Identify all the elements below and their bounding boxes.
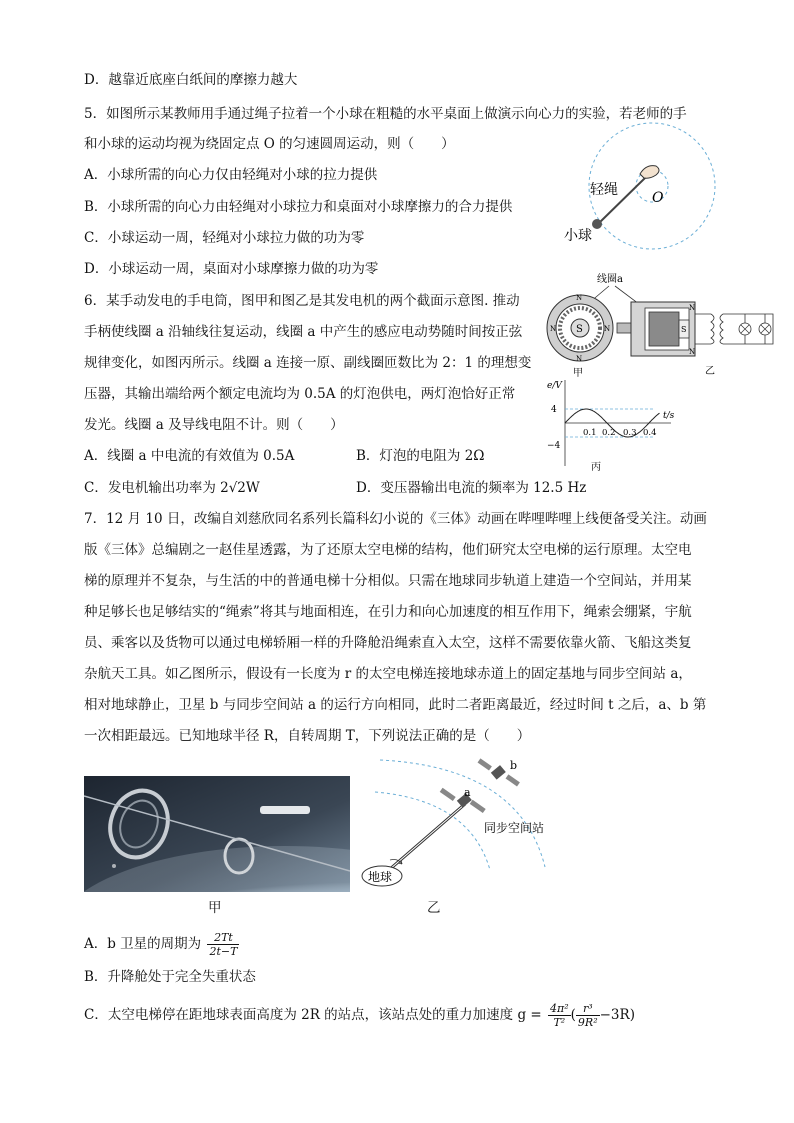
q6-option-c: C．发电机输出功率为 2√2W: [84, 480, 260, 496]
q7-stem-line2: 版《三体》总编剧之一赵佳星透露，为了还原太空电梯的结构，他们研究太空电梯的运行原理。太空电: [84, 542, 692, 558]
jia-n-bottom: N: [576, 355, 583, 363]
q5-option-c: C．小球运动一周，轻绳对小球拉力做的功为零: [84, 230, 365, 246]
ball-label: 小球: [564, 228, 592, 244]
sync-station-label: 同步空间站: [484, 821, 545, 835]
yi-s-pole: S: [681, 325, 687, 334]
y-tick-neg: −4: [547, 441, 561, 451]
y-axis-label: e/V: [547, 381, 562, 391]
q7-fig-jia-label: 甲: [208, 900, 222, 916]
ball-icon: [592, 219, 602, 229]
q6-generator-figure: [545, 268, 785, 378]
q4-option-d: D．越靠近底座白纸间的摩擦力越大: [84, 72, 298, 88]
q5-option-a: A．小球所需的向心力仅由轻绳对小球的拉力提供: [84, 167, 378, 183]
q7-space-elevator-photo: [84, 776, 350, 892]
q7-option-c-text: C．太空电梯停在距地球表面高度为 2R 的站点，该站点处的重力加速度 g =: [84, 1007, 542, 1023]
jia-n-right: N: [604, 325, 611, 333]
q7-option-c-fraction-1: [548, 1002, 571, 1029]
q7-stem-line8: 一次相距最远。已知地球半径 R，自转周期 T，下列说法正确的是（ ）: [84, 728, 531, 744]
q7-option-a: [84, 931, 239, 958]
yi-label: 乙: [705, 366, 715, 377]
yi-n-bottom: N: [689, 348, 696, 356]
q7-fig-yi-label: 乙: [427, 900, 441, 916]
q7-stem-line7: 相对地球静止，卫星 b 与同步空间站 a 的运行方向相同，此时二者距离最近，经过时间 t 之后，a、b 第: [84, 697, 707, 713]
b-orbit-path: [380, 760, 545, 867]
coil-a-label: 线圈a: [597, 274, 623, 285]
q6-emf-graph: [545, 378, 685, 472]
jia-n-top: N: [576, 294, 583, 302]
q5-stem-line1: 5．如图所示某教师用手通过绳子拉着一个小球在粗糙的水平桌面上做演示向心力的实验，若老师的手: [84, 106, 687, 122]
q7-orbit-diagram: [360, 752, 570, 902]
yi-transformer-secondary: [720, 314, 723, 344]
jia-s-pole: S: [576, 324, 583, 335]
q7-option-c-fraction-2: [576, 1002, 600, 1029]
satellite-b-label: b: [510, 759, 518, 772]
q5-option-d: D．小球运动一周，桌面对小球摩擦力做的功为零: [84, 261, 379, 277]
q6-stem-line3: 规律变化，如图丙所示。线圈 a 连接一原、副线圈匝数比为 2：1 的理想变: [84, 355, 532, 371]
q7-option-a-denominator: 2t−T: [209, 945, 238, 958]
q7-stem-line6: 杂航天工具。如乙图所示，假设有一长度为 r 的太空电梯连接地球赤道上的固定基地与同步空间站 a，: [84, 666, 692, 682]
hand-icon: [640, 166, 659, 179]
q7-option-a-fraction: [207, 931, 239, 958]
q5-circular-motion-figure: [560, 120, 730, 270]
yi-n-top: N: [689, 304, 696, 312]
q7-option-c-f1-denominator: T²: [553, 1016, 566, 1029]
q7-option-c-f2-denominator: 9R²: [577, 1016, 598, 1029]
bing-label: 丙: [591, 462, 601, 472]
x-tick-0-4: 0.4: [643, 428, 657, 438]
yi-coil-a: [649, 312, 679, 346]
q6-option-a: A．线圈 a 中电流的有效值为 0.5A: [84, 448, 295, 464]
x-axis-label: t/s: [663, 411, 675, 421]
q7-option-c-f2-numerator: r³: [576, 1002, 600, 1016]
q7-option-a-text: A．b 卫星的周期为: [84, 936, 202, 952]
q7-stem-line1: 7．12 月 10 日，改编自刘慈欣同名系列长篇科幻小说的《三体》动画在哔哩哔哩上线便备受关注。动画: [84, 511, 707, 527]
q6-option-b: B．灯泡的电阻为 2Ω: [356, 448, 485, 464]
q6-option-d: D．变压器输出电流的频率为 12.5 Hz: [356, 480, 587, 496]
yi-transformer-primary: [711, 314, 714, 344]
q7-stem-line4: 种足够长也足够结实的“绳索”将其与地面相连，在引力和向心加速度的相互作用下，绳索会绷紧，宇航: [84, 604, 692, 620]
q6-stem-line4: 压器，其输出端给两个额定电流均为 0.5A 的灯泡供电，两灯泡恰好正常: [84, 386, 516, 402]
q5-stem-line2: 和小球的运动均视为绕固定点 O 的匀速圆周运动，则（ ）: [84, 136, 455, 152]
rope-label: 轻绳: [590, 182, 618, 198]
y-tick-pos: 4: [551, 405, 557, 415]
jia-n-left: N: [550, 325, 557, 333]
center-o-label: O: [652, 190, 664, 206]
q5-option-b: B．小球所需的向心力由轻绳对小球拉力和桌面对小球摩擦力的合力提供: [84, 199, 513, 215]
x-tick-0-1: 0.1: [583, 428, 597, 438]
spaceship: [260, 806, 310, 814]
q7-option-c-paren: (: [570, 1007, 576, 1023]
x-tick-0-3: 0.3: [623, 428, 637, 438]
jia-label: 甲: [573, 368, 583, 378]
q7-option-b: B．升降舱处于完全失重状态: [84, 969, 256, 985]
satellite-b-icon: [491, 765, 506, 780]
q7-stem-line3: 梯的原理并不复杂，与生活的中的普通电梯十分相似。只需在地球同步轨道上建造一个空间站，并用某: [84, 573, 692, 589]
q7-option-c-tail: −3R): [599, 1007, 635, 1023]
q7-stem-line5: 员、乘客以及货物可以通过电梯轿厢一样的升降舱沿绳索直入太空，这样不需要依靠火箭、飞船这类复: [84, 635, 692, 651]
earth-label: 地球: [368, 870, 393, 884]
x-tick-0-2: 0.2: [602, 428, 616, 438]
q7-option-a-numerator: 2Tt: [207, 931, 239, 945]
q6-stem-line5: 发光。线圈 a 及导线电阻不计。则（ ）: [84, 417, 344, 433]
station-a-label: a: [464, 786, 471, 799]
q7-option-c: [84, 1002, 635, 1029]
q6-stem-line1: 6．某手动发电的手电筒，图甲和图乙是其发电机的两个截面示意图. 推动: [84, 293, 520, 309]
q6-stem-line2: 手柄使线圈 a 沿轴线往复运动，线圈 a 中产生的感应电动势随时间按正弦: [84, 324, 523, 340]
q7-option-c-f1-numerator: 4π²: [550, 1002, 569, 1015]
